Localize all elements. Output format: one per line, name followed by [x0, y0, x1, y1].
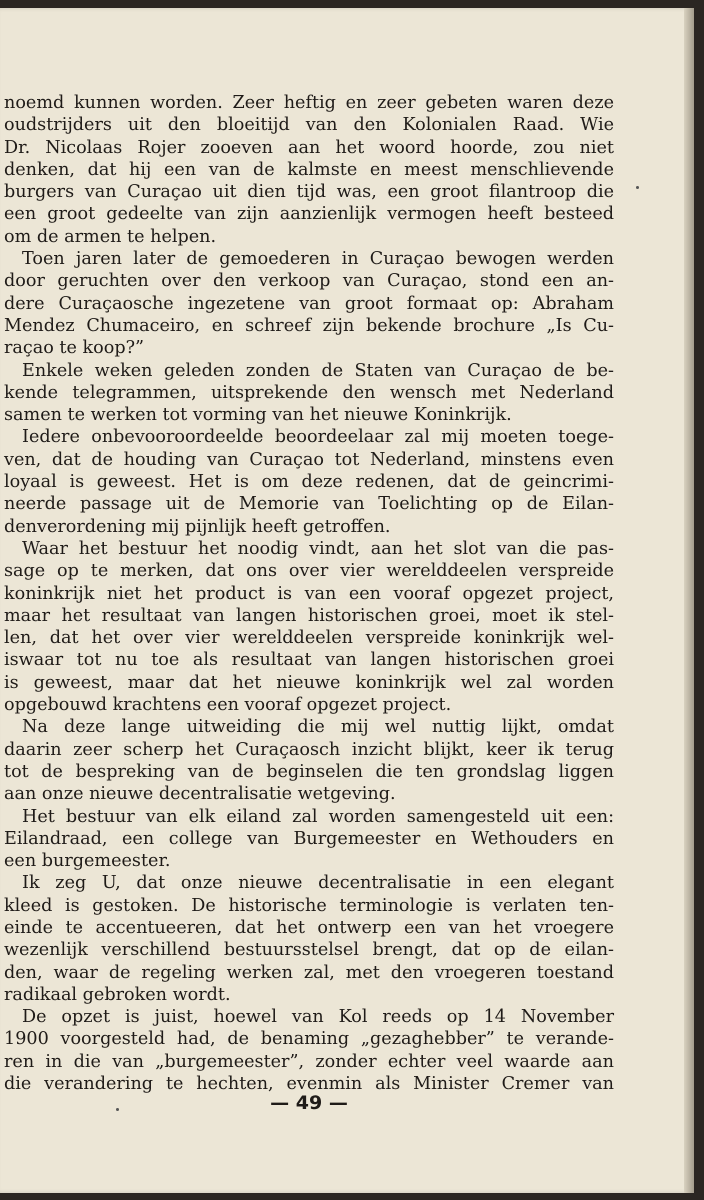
text-line: een burgemeester. [4, 851, 171, 872]
paragraph [4, 806, 614, 873]
text-line: raçao te koop?” [4, 338, 145, 359]
text-line: loyaal is geweest. Het is om deze redenen, dat de geincrimi- [4, 472, 614, 493]
text-line: De opzet is juist, hoewel van Kol reeds op 14 November [22, 1007, 614, 1028]
text-line: samen te werken tot vorming van het nieuwe Koninkrijk. [4, 405, 512, 426]
text-line: Mendez Chumaceiro, en schreef zijn bekende brochure „Is Cu- [4, 315, 614, 336]
book-page [0, 8, 694, 1193]
text-line: denverordening mij pijnlijk heeft getroffen. [4, 516, 391, 537]
text-line: ven, dat de houding van Curaçao tot Nederland, minstens even [4, 449, 614, 470]
paper-speck [116, 1108, 119, 1111]
page-number: — 49 — [270, 1092, 348, 1114]
text-line: radikaal gebroken wordt. [4, 984, 231, 1005]
text-line: den, waar de regeling werken zal, met den vroegeren toestand [4, 962, 614, 983]
body-text [4, 92, 614, 1114]
text-line: tot de bespreking van de beginselen die ten grondslag liggen [4, 761, 614, 782]
paragraph-continued [4, 92, 614, 248]
text-line: denken, dat hij een van de kalmste en meest menschlievende [4, 159, 614, 180]
text-line: ren in die van „burgemeester”, zonder echter veel waarde aan [4, 1051, 614, 1072]
text-line: door geruchten over den verkoop van Curaçao, stond een an- [4, 271, 614, 292]
text-line: opgebouwd krachtens een vooraf opgezet project. [4, 695, 452, 716]
paragraph [4, 360, 614, 427]
text-line: wezenlijk verschillend bestuursstelsel brengt, dat op de eilan- [4, 940, 614, 961]
text-line: kleed is gestoken. De historische terminologie is verlaten ten- [4, 895, 614, 916]
paragraph [4, 1006, 614, 1095]
text-line: Het bestuur van elk eiland zal worden samengesteld uit een: [22, 806, 614, 827]
text-line: neerde passage uit de Memorie van Toelichting op de Eilan- [4, 494, 614, 515]
text-line: Dr. Nicolaas Rojer zooeven aan het woord hoorde, zou niet [4, 137, 614, 158]
text-line: noemd kunnen worden. Zeer heftig en zeer gebeten waren deze [4, 93, 614, 113]
text-line: Na deze lange uitweiding die mij wel nuttig lijkt, omdat [22, 717, 614, 738]
text-line: kende telegrammen, uitsprekende den wensch met Nederland [4, 382, 614, 403]
text-line: einde te accentueeren, dat het ontwerp een van het vroegere [4, 917, 614, 938]
text-line: aan onze nieuwe decentralisatie wetgeving. [4, 784, 396, 805]
text-line: oudstrijders uit den bloeitijd van den Kolonialen Raad. Wie [4, 115, 614, 136]
text-line: iswaar tot nu toe als resultaat van langen historischen groei [4, 650, 614, 671]
text-line: maar het resultaat van langen historischen groei, moet ik stel- [4, 605, 614, 626]
paragraph [4, 538, 614, 716]
text-line: een groot gedeelte van zijn aanzienlijk vermogen heeft besteed [4, 204, 614, 225]
text-line: Enkele weken geleden zonden de Staten van Curaçao de be- [22, 360, 614, 381]
paragraph [4, 426, 614, 537]
text-line: koninkrijk niet het product is van een vooraf opgezet project, [4, 583, 614, 604]
text-line: len, dat het over vier werelddeelen verspreide koninkrijk wel- [4, 628, 614, 649]
text-line: burgers van Curaçao uit dien tijd was, een groot filantroop die [4, 182, 614, 203]
paragraph [4, 716, 614, 805]
text-line: om de armen te helpen. [4, 226, 217, 247]
text-line: sage op te merken, dat ons over vier werelddeelen verspreide [4, 561, 614, 582]
paragraph [4, 872, 614, 1006]
text-line: daarin zeer scherp het Curaçaosch inzicht blijkt, keer ik terug [4, 739, 614, 760]
text-line: is geweest, maar dat het nieuwe koninkrijk wel zal worden [4, 672, 614, 693]
text-line: dere Curaçaosche ingezetene van groot formaat op: Abraham [4, 293, 614, 314]
text-line: Iedere onbevooroordeelde beoordeelaar zal mij moeten toege- [22, 427, 614, 448]
text-line: Eilandraad, een college van Burgemeester en Wethouders en [4, 828, 614, 849]
text-line: 1900 voorgesteld had, de benaming „gezaghebber” te verande- [4, 1029, 614, 1050]
text-line: Ik zeg U, dat onze nieuwe decentralisatie in een elegant [22, 873, 614, 894]
text-line: die verandering te hechten, evenmin als Minister Cremer van [4, 1074, 614, 1095]
text-line: Toen jaren later de gemoederen in Curaçao bewogen werden [22, 249, 614, 270]
page-spine-edge [684, 8, 694, 1193]
paper-speck [636, 186, 639, 189]
paragraph [4, 248, 614, 359]
text-line: Waar het bestuur het noodig vindt, aan het slot van die pas- [22, 538, 614, 559]
